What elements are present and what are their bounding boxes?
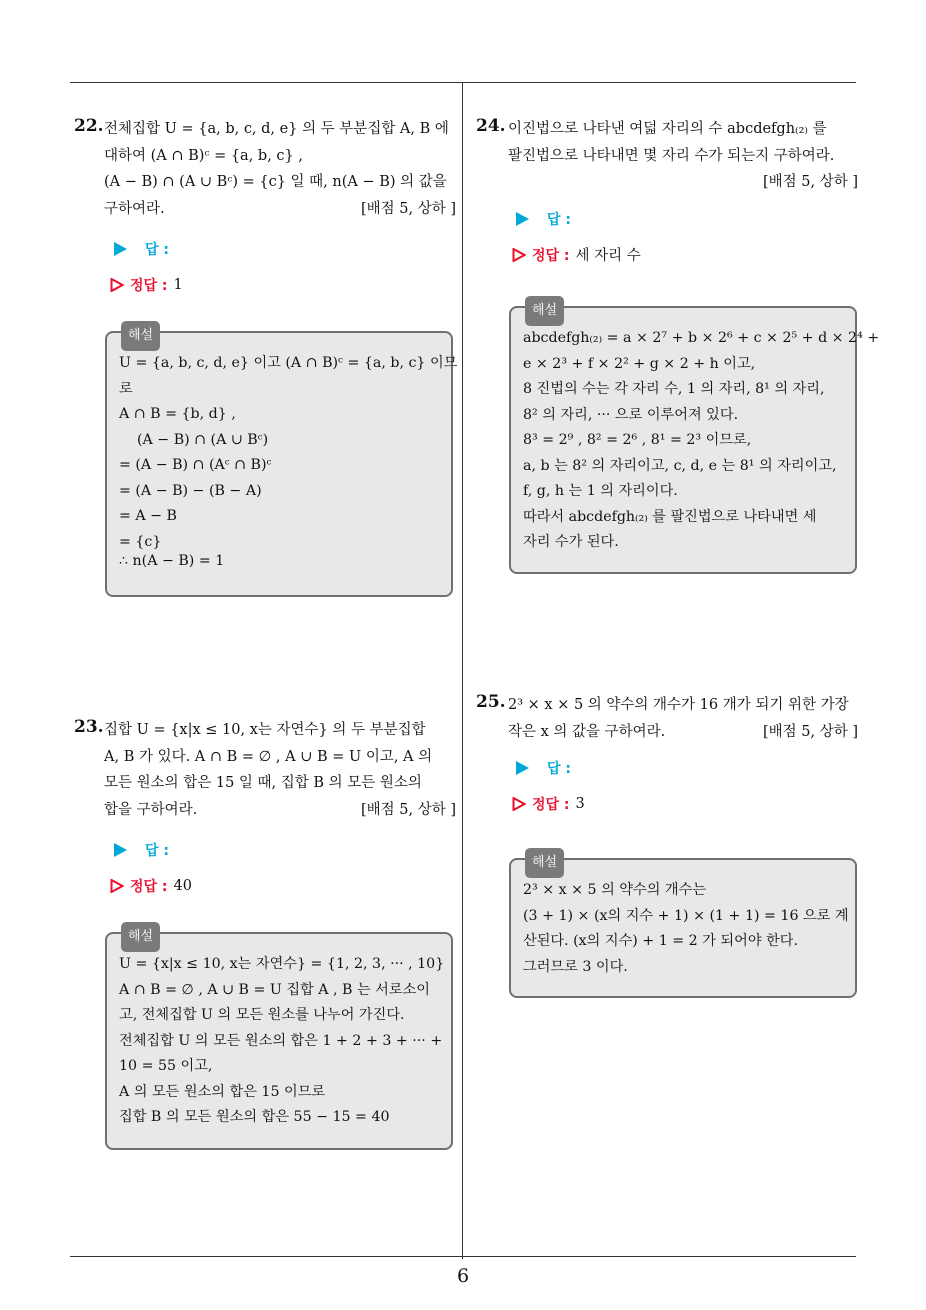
problem-24 [476,116,858,268]
question-line: 전체집합 U = {a, b, c, d, e} 의 두 부분집합 A, B 에 [104,121,449,137]
solution-line: abcdefgh₍₂₎ = a × 2⁷ + b × 2⁶ + c × 2⁵ + d × 2⁴ + [523,330,880,346]
correct-answer [512,242,858,268]
play-triangle-icon [516,212,529,226]
outline-triangle-icon [512,248,526,262]
correct-value: 40 [173,878,192,894]
solution-line: a, b 는 8² 의 자리이고, c, d, e 는 8¹ 의 자리이고, [523,457,837,474]
problem-25 [476,692,858,817]
problem-number: 22. [74,116,104,136]
solution-line: 10 = 55 이고, [119,1058,213,1074]
question-line [508,169,858,196]
solution-line: 2³ × x × 5 의 약수의 개수는 [523,882,707,898]
question-line [104,196,456,223]
outline-triangle-icon [512,797,526,811]
solution-line: e × 2³ + f × 2² + g × 2 + h 이고, [523,355,756,372]
correct-value: 3 [575,796,585,812]
solution-line: 그러므로 3 이다. [523,958,628,975]
question-line: 대하여 (A ∩ B)ᶜ = {a, b, c} , [104,147,303,164]
question-line: A, B 가 있다. A ∩ B = ∅ , A ∪ B = U 이고, A 의 [104,748,433,765]
solution-line: 전체집합 U 의 모든 원소의 합은 1 + 2 + 3 + ··· + [119,1032,443,1049]
question-line: (A − B) ∩ (A ∪ Bᶜ) = {c} 일 때, n(A − B) 의 값을 [104,174,447,190]
answer-field [512,755,858,781]
solution-line: = (A − B) ∩ (Aᶜ ∩ B)ᶜ [119,457,272,473]
correct-answer [512,791,858,817]
solution-box-22 [105,328,458,597]
solution-tag: 해설 [121,321,160,351]
solution-line: 자리 수가 된다. [523,534,619,550]
points-label: [배점 5, 상하 ] [762,174,858,190]
solution-line: = (A − B) − (B − A) [119,482,262,499]
solution-line: ∴ n(A − B) = 1 [119,553,225,569]
solution-line: U = {x|x ≤ 10, x는 자연수} = {1, 2, 3, ··· , 10} [119,956,445,972]
problem-23 [74,717,456,899]
solution-line: 집합 B 의 모든 원소의 합은 55 − 15 = 40 [119,1109,390,1125]
solution-box-23 [105,929,453,1150]
solution-line: 산된다. (x의 지수) + 1 = 2 가 되어야 한다. [523,933,798,949]
solution-line: (A − B) ∩ (A ∪ Bᶜ) [137,431,269,448]
outline-triangle-icon [110,278,124,292]
answer-field [110,837,456,863]
question-line [104,797,456,824]
page-number: 6 [456,1265,470,1287]
correct-label: 정답 : [532,247,570,264]
answer-field [110,236,456,262]
question-line: 2³ × x × 5 의 약수의 개수가 16 개가 되기 위한 가장 [508,697,849,713]
question-line-text: 합을 구하여라. [104,801,198,818]
answer-label: 답 : [145,242,169,258]
solution-line: A ∩ B = {b, d} , [119,406,236,422]
correct-label: 정답 : [130,879,168,895]
solution-line: f, g, h 는 1 의 자리이다. [523,483,678,499]
points-label: [배점 5, 상하 ] [360,801,456,818]
outline-triangle-icon [110,879,124,893]
answer-label: 답 : [547,211,571,228]
answer-label: 답 : [547,761,571,777]
top-rule [70,82,856,83]
solution-tag: 해설 [121,922,160,952]
question-text [508,116,858,196]
correct-value: 세 자리 수 [575,248,641,264]
correct-value: 1 [173,277,183,293]
answer-field [512,206,858,232]
solution-line: 8³ = 2⁹ , 8² = 2⁶ , 8¹ = 2³ 이므로, [523,432,752,448]
answer-label: 답 : [145,843,169,859]
solution-line: U = {a, b, c, d, e} 이고 (A ∩ B)ᶜ = {a, b, c} 이므 [119,355,458,371]
bottom-rule [70,1256,856,1257]
points-label: [배점 5, 상하 ] [360,200,456,217]
question-line: 팔진법으로 나타내면 몇 자리 수가 되는지 구하여라. [508,147,835,164]
points-label: [배점 5, 상하 ] [762,723,858,740]
question-line-text: 작은 x 의 값을 구하여라. [508,723,666,740]
solution-line: 따라서 abcdefgh₍₂₎ 를 팔진법으로 나타내면 세 [523,508,817,525]
solution-line: 8² 의 자리, ··· 으로 이루어져 있다. [523,406,739,423]
problem-number: 23. [74,717,104,737]
play-triangle-icon [516,761,529,775]
solution-line: 8 진법의 수는 각 자리 수, 1 의 자리, 8¹ 의 자리, [523,381,825,397]
play-triangle-icon [114,242,127,256]
column-divider [462,83,463,1259]
correct-answer [110,873,456,899]
solution-line: = {c} [119,533,162,550]
problem-number: 24. [476,116,506,136]
question-line: 집합 U = {x|x ≤ 10, x는 자연수} 의 두 부분집합 [104,722,426,738]
solution-box-25 [509,855,857,998]
solution-line: 고, 전체집합 U 의 모든 원소를 나누어 가진다. [119,1007,405,1023]
question-line-text: 구하여라. [104,200,165,217]
question-line [508,719,858,746]
question-text [508,692,858,745]
question-line: 모든 원소의 합은 15 일 때, 집합 B 의 모든 원소의 [104,775,422,791]
problem-22 [74,116,456,298]
question-line: 이진법으로 나타낸 여덟 자리의 수 abcdefgh₍₂₎ 를 [508,121,827,137]
solution-line: (3 + 1) × (x의 지수 + 1) × (1 + 1) = 16 으로 계 [523,907,849,924]
question-text [104,717,456,823]
correct-label: 정답 : [130,278,168,294]
solution-box-24 [509,303,880,574]
play-triangle-icon [114,843,127,857]
question-text [104,116,456,222]
solution-line: A ∩ B = ∅ , A ∪ B = U 집합 A , B 는 서로소이 [119,981,430,998]
problem-number: 25. [476,692,506,712]
solution-line: = A − B [119,508,177,524]
correct-answer [110,272,456,298]
correct-label: 정답 : [532,797,570,813]
solution-line: 로 [119,380,133,397]
solution-tag: 해설 [525,296,564,326]
solution-tag: 해설 [525,848,564,878]
solution-line: A 의 모든 원소의 합은 15 이므로 [119,1083,326,1100]
